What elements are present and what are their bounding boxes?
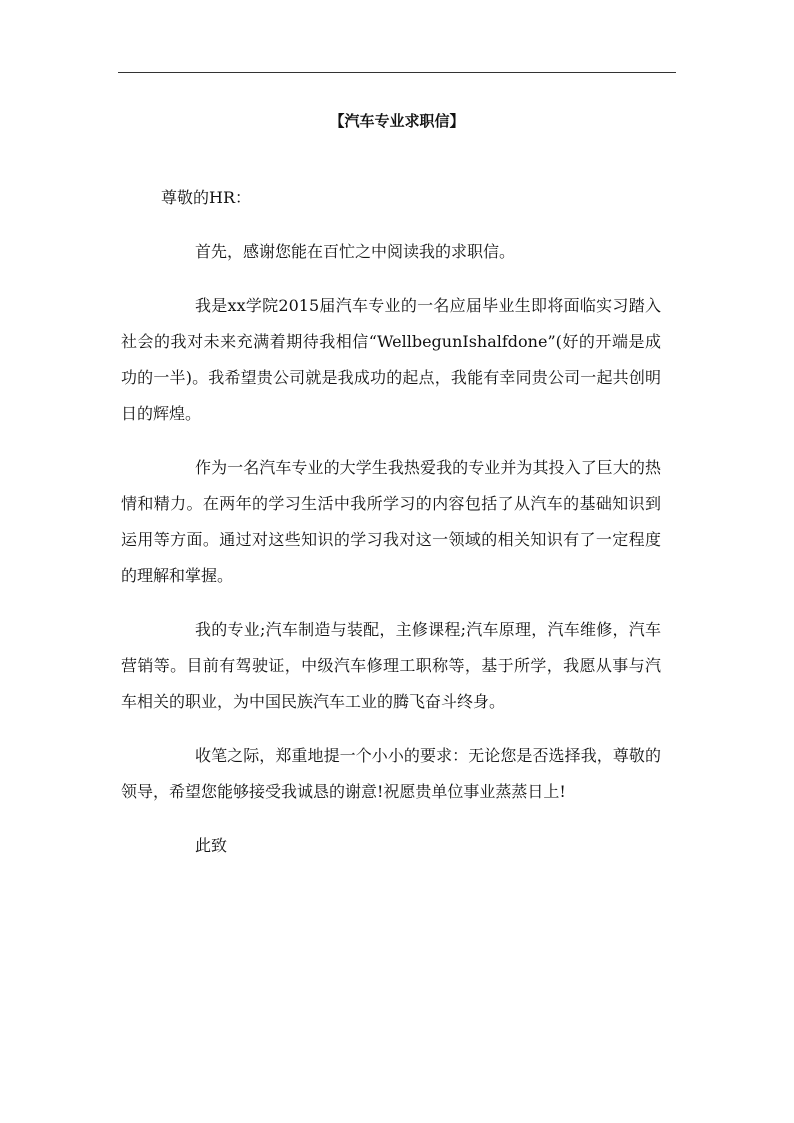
paragraph-study: 作为一名汽车专业的大学生我热爱我的专业并为其投入了巨大的热情和精力。在两年的学习生活中我所学习的内容包括了从汽车的基础知识到运用等方面。通过对这些知识的学习我对这一领域的相关知识有了一定程度的理解和掌握。 [121, 458, 661, 585]
salutation: 尊敬的HR： [161, 188, 252, 207]
document-body [121, 180, 661, 864]
header-rule [118, 72, 676, 73]
closing: 此致 [195, 836, 228, 855]
paragraph-major: 我的专业;汽车制造与装配，主修课程;汽车原理，汽车维修，汽车营销等。目前有驾驶证，中级汽车修理工职称等，基于所学，我愿从事与汽车相关的职业，为中国民族汽车工业的腾飞奋斗终身。 [121, 620, 661, 711]
document-title: 【汽车专业求职信】 [329, 112, 465, 130]
paragraph-request: 收笔之际，郑重地提一个小小的要求：无论您是否选择我，尊敬的领导，希望您能够接受我诚恳的谢意!祝愿贵单位事业蒸蒸日上! [121, 746, 661, 801]
paragraph-background: 我是xx学院2015届汽车专业的一名应届毕业生即将面临实习踏入社会的我对未来充满着期待我相信“WellbegunIshalfdone”(好的开端是成功的一半)。我希望贵公司就是我成功的起点，我能有幸同贵公司一起共创明日的辉煌。 [121, 296, 661, 423]
paragraph-intro: 首先，感谢您能在百忙之中阅读我的求职信。 [195, 242, 516, 261]
